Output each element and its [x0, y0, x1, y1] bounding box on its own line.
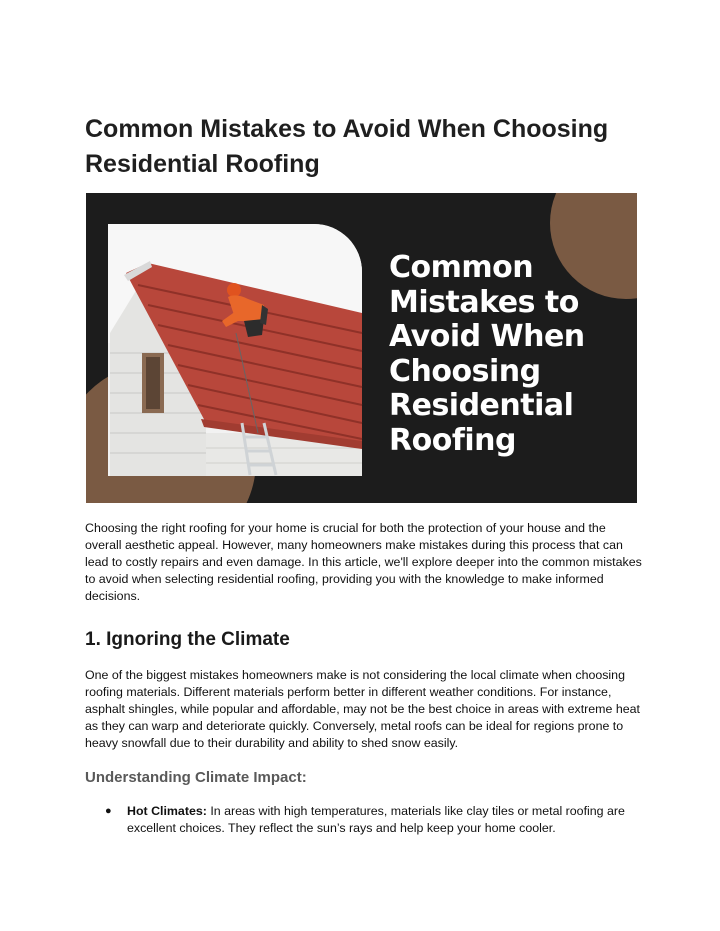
bullet-label: Hot Climates:: [127, 804, 207, 818]
section-paragraph: One of the biggest mistakes homeowners make is not considering the local climate when choosing roofing materials. Different materials perform better in different weather conditions. For instance, asphalt shingles, while popular and affordable, may not be the best choice in areas with extreme heat as they can warp and deteriorate quickly. Conversely, metal roofs can be ideal for regions prone to heavy snowfall due to their durability and ability to shed snow easily.: [85, 668, 640, 750]
section-heading: 1. Ignoring the Climate: [85, 629, 290, 650]
sub-heading: Understanding Climate Impact:: [85, 769, 307, 786]
bullet-list: [85, 803, 645, 837]
list-item: [85, 803, 645, 837]
hero-heading: Common Mistakes to Avoid When Choosing Residential Roofing: [389, 250, 585, 458]
bullet-dot-icon: ●: [105, 805, 112, 817]
bullet-text: In areas with high temperatures, materials like clay tiles or metal roofing are excellent choices. They reflect the sun’s rays and help keep your home cooler.: [127, 804, 625, 835]
hero-banner: [86, 193, 637, 503]
article-title: Common Mistakes to Avoid When Choosing Residential Roofing: [85, 115, 609, 178]
intro-paragraph: Choosing the right roofing for your home is crucial for both the protection of your house and the overall aesthetic appeal. However, many homeowners make mistakes during this process that can lead to costly repairs and even damage. In this article, we'll explore deeper into the common mistakes to avoid when selecting residential roofing, providing you with the knowledge to make informed decisions.: [85, 521, 642, 603]
